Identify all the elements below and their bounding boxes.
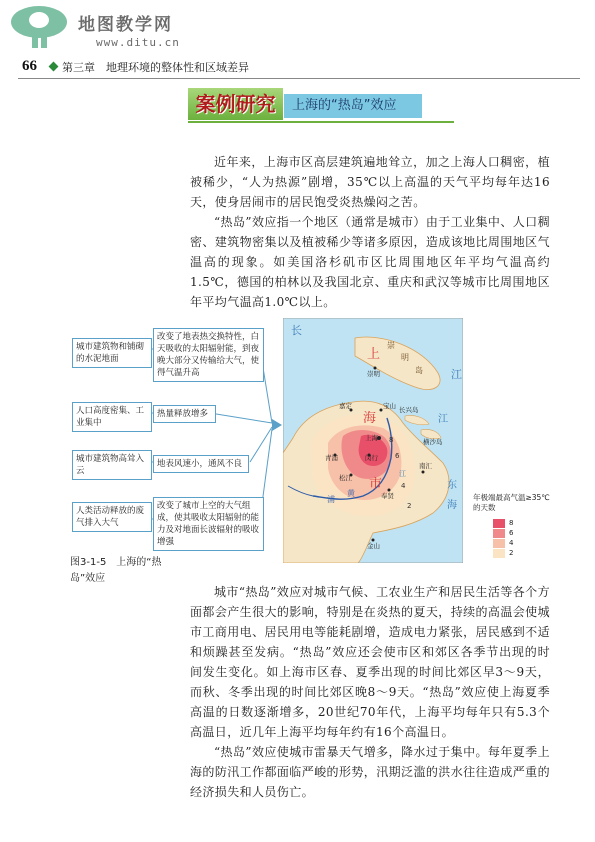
watermark-title: 地图教学网 xyxy=(78,15,173,35)
legend-swatch xyxy=(493,539,505,548)
cause-box-population: 人口高度密集、工业集中 xyxy=(72,402,152,432)
figure-caption: 图3-1-5 上海的“热岛”效应 xyxy=(70,557,162,584)
map-label-fengxian: 奉贤 xyxy=(381,492,394,500)
body-paragraph-2: “热岛”效应使城市雷暴天气增多，降水过于集中。每年夏季上海的防汛工作都面临严峻的形势，汛期泛滥的洪水往往造成严重的经济损失和人员伤亡。 xyxy=(190,745,550,799)
map-label-chongming: 崇明 xyxy=(367,370,380,378)
contour-label-2: 2 xyxy=(407,502,412,510)
page-number: 66 xyxy=(22,58,37,74)
map-label-hai: 海 xyxy=(363,411,377,426)
map-label-ming: 明 xyxy=(401,353,409,362)
header-divider xyxy=(18,78,580,79)
legend-value: 8 xyxy=(509,519,514,527)
watermark-url: www.ditu.cn xyxy=(96,36,180,49)
effect-box-heat-exchange: 改变了地表热交换特性，白天吸收的太阳辐射能，到夜晚大部分又传输给大气，使得气温升高 xyxy=(153,328,264,382)
tree-logo-icon xyxy=(8,4,70,52)
map-label-shang: 上 xyxy=(367,347,381,362)
map-label-jinshan: 金山 xyxy=(367,542,380,550)
map-label-shanghai: 上海 xyxy=(365,434,378,442)
map-label-qingpu: 青浦 xyxy=(325,454,338,462)
legend-value: 6 xyxy=(509,529,514,537)
intro-paragraph-1: 近年来，上海市区高层建筑遍地耸立，加之上海人口稠密，植被稀少，“人为热源”剧增，35℃以上高温的天气平均每年达16天，使身居闹市的居民饱受炎热燥闷之苦。 xyxy=(190,155,550,209)
map-label-minhang: 闵行 xyxy=(365,454,378,462)
intro-paragraph-2: “热岛”效应指一个地区（通常是城市）由于工业集中、人口稠密、建筑物密集以及植被稀少等诸多原因，造成该地比周围地区气温高的现象。如美国洛杉矶市区比周围地区年平均气温高约1.5℃，德国的柏林以及我国北京、重庆和武汉等城市比周围地区年平均气温高1.0℃以上。 xyxy=(190,215,550,309)
legend-swatch xyxy=(493,519,505,528)
contour-label-4: 4 xyxy=(401,482,406,490)
map-label-jin: 江 xyxy=(399,470,406,478)
legend-item-6 xyxy=(493,528,553,538)
intro-text xyxy=(190,152,550,312)
legend-swatch xyxy=(493,529,505,538)
chapter-title: 第三章 地理环境的整体性和区域差异 xyxy=(62,61,249,74)
map-label-chongming-island: 崇 xyxy=(387,341,395,350)
map-label-jiading: 嘉定 xyxy=(339,402,352,410)
legend-item-4 xyxy=(493,538,553,548)
cause-box-buildings: 城市建筑物和铺砌的水泥地面 xyxy=(72,338,152,368)
map-label-songjiang: 松江 xyxy=(339,474,352,482)
map-label-nanhui: 南汇 xyxy=(419,462,432,470)
map-label-baoshan: 宝山 xyxy=(383,402,396,410)
map-label-chang: 长 xyxy=(291,324,302,337)
map-label-jiang1: 江 xyxy=(451,368,462,381)
section-title: 上海的“热岛”效应 xyxy=(284,94,422,118)
contour-label-8: 8 xyxy=(389,436,394,444)
shanghai-heat-island-map xyxy=(283,318,463,563)
map-label-changxing: 长兴岛 xyxy=(399,406,419,414)
header-diamond-icon xyxy=(49,62,59,72)
cause-box-exhaust: 人类活动释放的废气排入大气 xyxy=(72,502,152,532)
effect-box-low-wind: 地表风速小，通风不良 xyxy=(153,455,249,473)
legend-swatch xyxy=(493,549,505,558)
legend-title: 年极端最高气温≥35℃的天数 xyxy=(473,493,550,512)
map-label-hai-sea: 海 xyxy=(447,500,457,511)
contour-label-6: 6 xyxy=(395,452,400,460)
cause-box-high-rise: 城市建筑物高耸入云 xyxy=(72,450,152,480)
map-label-jiang2: 江 xyxy=(438,414,448,425)
body-paragraph-1: 城市“热岛”效应对城市气候、工农业生产和居民生活等各个方面都会产生很大的影响，特别是在炎热的夏天，持续的高温会使城市工商用电、居民用电等能耗剧增，造成电力紧张，居民感到不适和烦躁甚至发病。“热岛”效应还会使市区和郊区各季节出现的时间发生变化。如上海市区春、夏季出现的时间比郊区早3～9天，而秋、冬季出现的时间比郊区晚8～9天。“热岛”效应使上海夏季高温的日数逐渐增多，20世纪70年代，上海平均每年只有5.3个高温日，近几年上海平均每年约有16个高温日。 xyxy=(190,585,550,739)
map-label-pu: 浦 xyxy=(327,495,335,504)
banner-underline xyxy=(188,121,454,123)
map-label-dong: 东 xyxy=(447,480,457,491)
body-text xyxy=(190,582,550,802)
map-label-huang: 黄 xyxy=(347,489,355,498)
effect-box-heat-release: 热量释放增多 xyxy=(153,405,216,423)
case-study-banner: 案例研究 xyxy=(188,88,283,120)
map-label-hengsha: 横沙岛 xyxy=(423,438,443,446)
legend-value: 4 xyxy=(509,539,514,547)
legend-item-2 xyxy=(493,548,553,558)
map-label-dao: 岛 xyxy=(415,366,423,375)
map-label-shi: 市 xyxy=(369,477,383,492)
legend-value: 2 xyxy=(509,549,514,557)
legend-item-8 xyxy=(493,518,553,528)
effect-box-atmosphere: 改变了城市上空的大气组成，使其吸收太阳辐射的能力及对地面长波辐射的吸收增强 xyxy=(153,497,264,551)
